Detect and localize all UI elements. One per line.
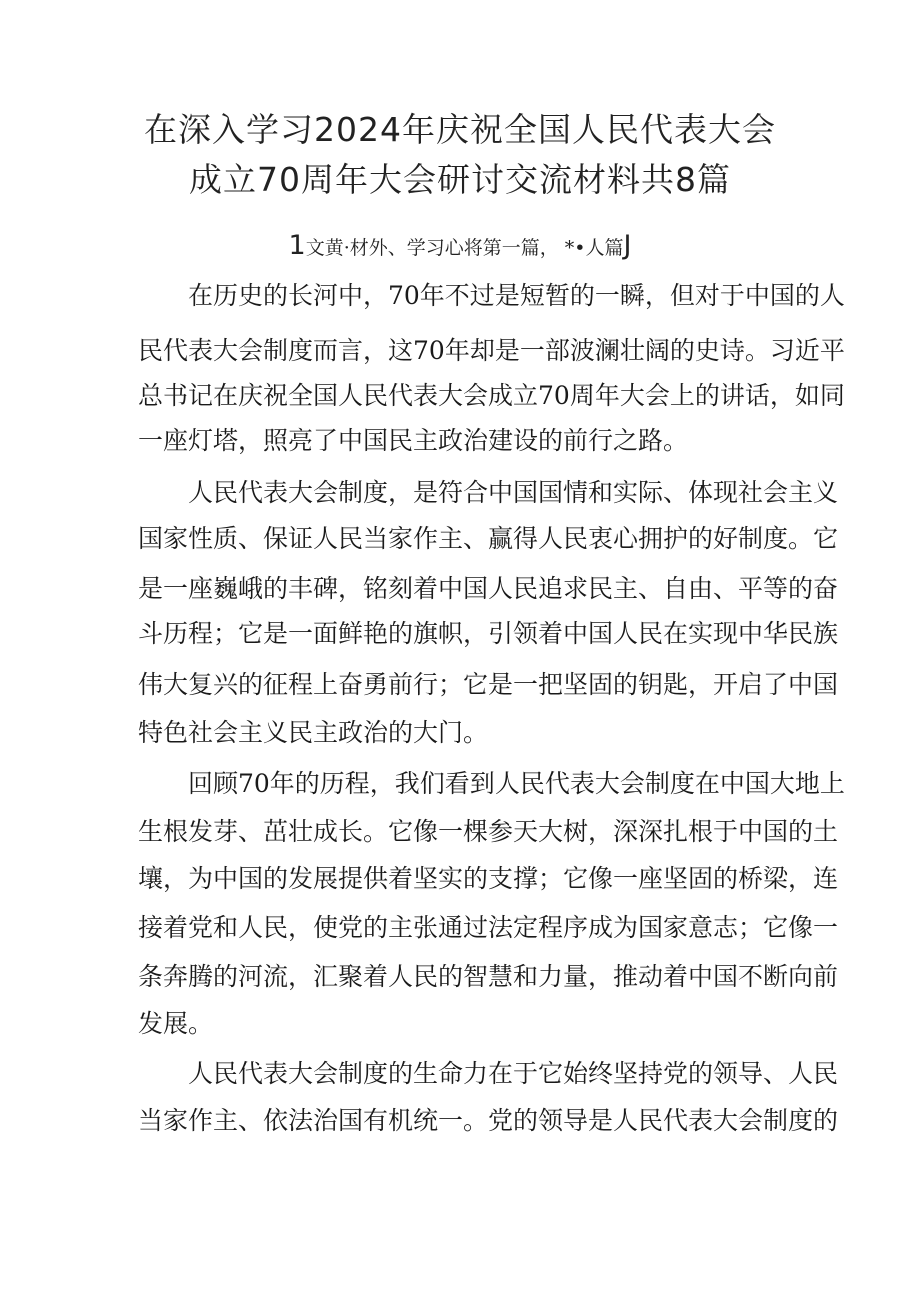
- paragraph-3-line-1: 回顾70年的历程，我们看到人民代表大会制度在中国大地上: [188, 769, 845, 798]
- paragraph-4-line-2: 当家作主、依法治国有机统一。党的领导是人民代表大会制度的: [138, 1106, 839, 1135]
- section-heading-tail: 人篇: [585, 237, 624, 259]
- section-heading-end: J: [623, 230, 632, 261]
- paragraph-3-line-6: 发展。: [138, 1009, 214, 1038]
- paragraph-2-line-4: 斗历程；它是一面鲜艳的旗帜，引领着中国人民在实现中华民族: [138, 619, 839, 648]
- section-heading-mark: *•: [564, 237, 586, 259]
- paragraph-2-line-6: 特色社会主义民主政治的大门。: [138, 718, 489, 747]
- document-title-line-2: 成立70周年大会研讨交流材料共8篇: [189, 160, 731, 199]
- paragraph-2-line-1: 人民代表大会制度，是符合中国国情和实际、体现社会主义: [188, 478, 839, 507]
- document-title-line-1: 在深入学习2024年庆祝全国人民代表大会: [144, 110, 776, 149]
- section-number: 1: [288, 230, 306, 261]
- paragraph-1-line-4: 一座灯塔，照亮了中国民主政治建设的前行之路。: [138, 426, 689, 455]
- paragraph-1-line-1: 在历史的长河中，70年不过是短暂的一瞬，但对于中国的人: [188, 281, 845, 310]
- paragraph-2-line-2: 国家性质、保证人民当家作主、赢得人民衷心拥护的好制度。它: [138, 524, 839, 553]
- paragraph-4-line-1: 人民代表大会制度的生命力在于它始终坚持党的领导、人民: [188, 1059, 839, 1088]
- paragraph-1-line-3: 总书记在庆祝全国人民代表大会成立70周年大会上的讲话，如同: [138, 381, 845, 410]
- paragraph-2-line-5: 伟大复兴的征程上奋勇前行；它是一把坚固的钥匙，开启了中国: [138, 670, 839, 699]
- paragraph-3-line-5: 条奔腾的河流，汇聚着人民的智慧和力量，推动着中国不断向前: [138, 962, 839, 991]
- paragraph-2-line-3: 是一座巍峨的丰碑，铭刻着中国人民追求民主、自由、平等的奋: [138, 574, 839, 603]
- section-heading: [70, 230, 850, 261]
- paragraph-1-line-2: 民代表大会制度而言，这70年却是一部波澜壮阔的史诗。习近平: [138, 336, 845, 365]
- section-heading-text: 文黄·材外、学习心将第一篇，: [305, 237, 559, 259]
- paragraph-3-line-3: 壤，为中国的发展提供着坚实的支撑；它像一座坚固的桥梁，连: [138, 864, 839, 893]
- paragraph-3-line-4: 接着党和人民，使党的主张通过法定程序成为国家意志；它像一: [138, 913, 839, 942]
- paragraph-3-line-2: 生根发芽、茁壮成长。它像一棵参天大树，深深扎根于中国的土: [138, 817, 839, 846]
